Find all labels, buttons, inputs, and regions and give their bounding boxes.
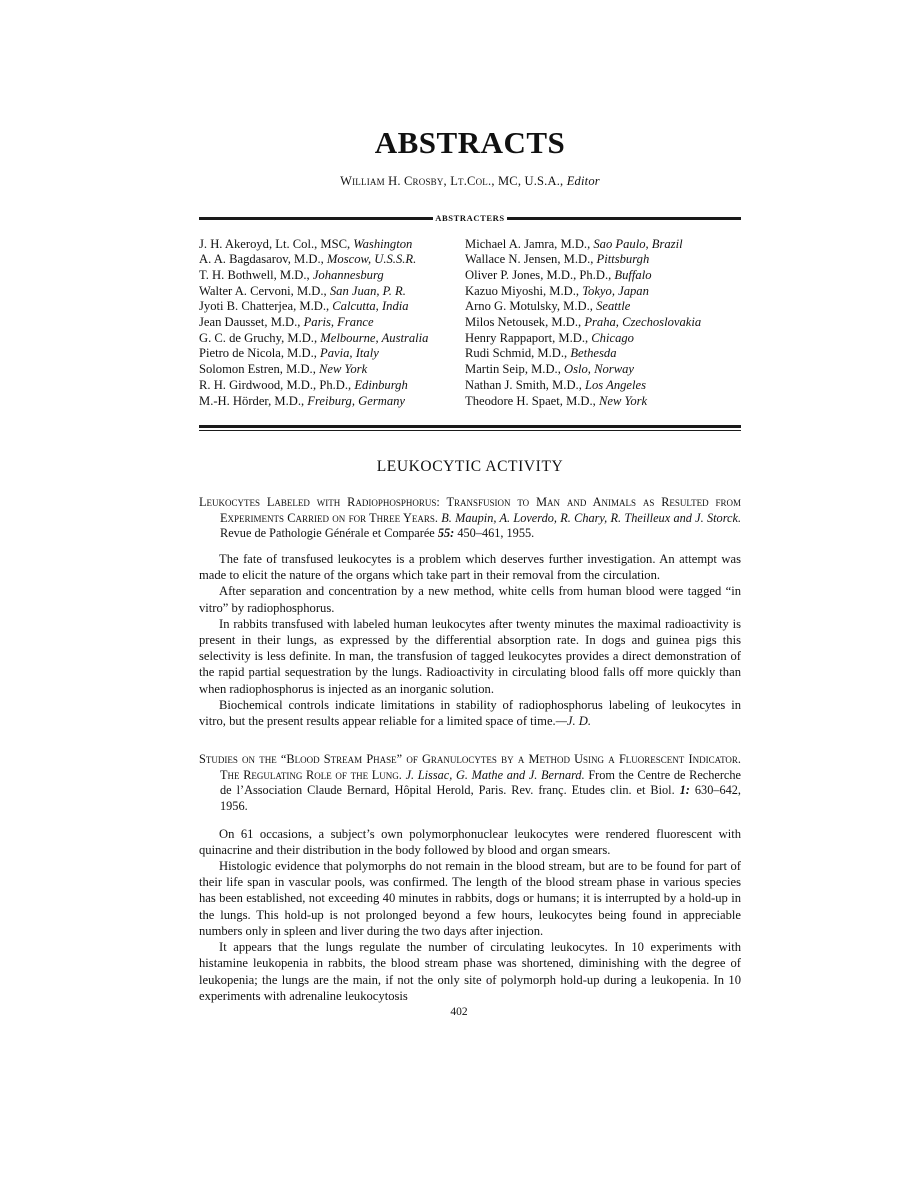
abstractor-name: Wallace N. Jensen, M.D., <box>465 252 594 267</box>
abstractor-name: Michael A. Jamra, M.D., <box>465 236 591 251</box>
section-heading: LEUKOCYTIC ACTIVITY <box>376 458 564 476</box>
abstractor-place: Seattle <box>596 299 631 314</box>
list-item <box>199 362 465 378</box>
abstracters-divider <box>199 212 741 226</box>
list-item <box>465 331 741 347</box>
list-item <box>465 394 741 410</box>
editor-role: Editor <box>566 173 600 188</box>
abstractor-place: Tokyo, Japan <box>582 283 649 298</box>
abstract-pages-year: 450–461, 1955. <box>457 526 535 541</box>
abstractors-column-left <box>199 237 465 410</box>
paragraph: Histologic evidence that polymorphs do not remain in the blood stream, but are to be found for part of their life span in vascular pools, was confirmed. The length of the blood stream phase in various species has been established, not exceeding 40 minutes in rabbits, dogs or humans; it is interrupted by a hold-up in the lungs. This hold-up is not prolonged beyond a few hours, leukocytes being found in appreciable numbers only in spleen and liver during the two days after injection. <box>199 859 741 938</box>
paragraph: On 61 occasions, a subject’s own polymorphonuclear leukocytes were rendered fluorescent with quinacrine and their distribution in the body followed by blood and organ smears. <box>199 826 741 857</box>
abstractor-place: Los Angeles <box>585 377 646 392</box>
abstractor-place: Bethesda <box>570 346 617 361</box>
list-item <box>199 284 465 300</box>
abstractor-place: Paris, France <box>303 315 374 330</box>
abstractor-place: Oslo, Norway <box>564 362 634 377</box>
abstractor-name: Theodore H. Spaet, M.D., <box>465 393 596 408</box>
list-item <box>199 237 465 253</box>
divider-thick-line <box>199 425 741 428</box>
abstractor-name: Solomon Estren, M.D., <box>199 362 316 377</box>
list-item <box>199 346 465 362</box>
abstract-entry <box>199 495 741 729</box>
abstractor-signature: —J. D. <box>555 714 592 729</box>
paragraph: After separation and concentration by a new method, white cells from human blood were tagged “in vitro” by radiophosphorus. <box>199 584 741 615</box>
abstractor-name: Oliver P. Jones, M.D., Ph.D., <box>465 267 612 282</box>
paragraph <box>199 697 741 729</box>
abstractor-name: J. H. Akeroyd, Lt. Col., MSC, <box>199 236 351 251</box>
text-column <box>199 0 741 1004</box>
abstractor-name: T. H. Bothwell, M.D., <box>199 267 310 282</box>
list-item <box>199 394 465 410</box>
abstractor-place: New York <box>598 393 648 408</box>
abstractor-name: M.-H. Hörder, M.D., <box>199 393 305 408</box>
abstractor-place: Sao Paulo, Brazil <box>593 236 683 251</box>
abstractor-name: Jean Dausset, M.D., <box>199 315 301 330</box>
list-item <box>465 362 741 378</box>
abstract-volume: 1: <box>679 783 690 798</box>
abstract-authors: B. Maupin, A. Loverdo, R. Chary, R. Theilleux and J. Storck. <box>441 510 742 525</box>
page-title: ABSTRACTS <box>374 125 566 160</box>
abstract-source: Revue de Pathologie Générale et Comparée <box>220 526 435 541</box>
abstractors-column-right <box>465 237 741 410</box>
list-item <box>465 252 741 268</box>
abstract-title <box>199 752 741 814</box>
abstract-source: From the Centre de Recherche de l’Association Claude Bernard, Hôpital Herold, Paris. Rev. franç. Etudes clin. et Biol. <box>220 767 742 798</box>
page-number: 402 <box>450 1006 468 1018</box>
section-divider <box>199 425 741 432</box>
list-item <box>465 237 741 253</box>
list-item <box>199 378 465 394</box>
abstractor-name: G. C. de Gruchy, M.D., <box>199 330 318 345</box>
paragraph: The fate of transfused leukocytes is a problem which deserves further investigation. An attempt was made to elicit the nature of the organs which take part in their removal from the circulation. <box>199 552 741 583</box>
abstractor-name: A. A. Bagdasarov, M.D., <box>199 252 324 267</box>
list-item <box>465 284 741 300</box>
abstractor-place: Freiburg, Germany <box>307 393 405 408</box>
abstractor-name: Arno G. Motulsky, M.D., <box>465 299 593 314</box>
abstract-title <box>199 495 741 542</box>
abstract-pages-year: 630–642, 1956. <box>220 783 742 814</box>
divider-thin-line <box>199 430 741 431</box>
abstractor-place: San Juan, P. R. <box>329 283 406 298</box>
abstract-authors: J. Lissac, G. Mathe and J. Bernard. <box>405 767 585 782</box>
list-item <box>199 252 465 268</box>
abstractor-place: Praha, Czechoslovakia <box>584 315 702 330</box>
list-item <box>465 268 741 284</box>
abstractor-name: Jyoti B. Chatterjea, M.D., <box>199 299 330 314</box>
list-item <box>199 299 465 315</box>
abstractor-place: Melbourne, Australia <box>320 330 429 345</box>
abstract-title-caps: Studies on the “Blood Stream Phase” of Granulocytes by a Method Using a Fluorescent Indicator. The Regulating Role of the Lung. <box>199 752 741 782</box>
editor-name: William H. Crosby, <box>340 173 447 188</box>
editor-line <box>199 174 741 189</box>
abstractor-name: Pietro de Nicola, M.D., <box>199 346 317 361</box>
paragraph: It appears that the lungs regulate the number of circulating leukocytes. In 10 experiments with histamine leukopenia in rabbits, the blood stream phase was shortened, diminishing with the degree of leukopenia; the lungs are the main, if not the only site of polymorph hold-up during a leukopenia. In 10 experiments with adrenaline leukocytosis <box>199 940 741 1003</box>
editor-rank: Lt.Col., MC, U.S.A., <box>450 173 564 188</box>
list-item <box>465 346 741 362</box>
abstractor-name: R. H. Girdwood, M.D., Ph.D., <box>199 377 352 392</box>
paragraph: In rabbits transfused with labeled human leukocytes after twenty minutes the maximal radioactivity is present in their lungs, as expressed by the differential absorption rate. In dogs and guinea pigs this selectivity is less definite. In man, the transfusion of tagged leukocytes provides a direct demonstration of the rapid partial sequestration by the lungs. Radioactivity in circulating blood falls off more quickly than when radiophosphorus is injected as an inorganic solution. <box>199 616 741 696</box>
abstractor-name: Rudi Schmid, M.D., <box>465 346 568 361</box>
abstractor-place: Edinburgh <box>354 377 408 392</box>
list-item <box>199 315 465 331</box>
abstractor-place: Johannesburg <box>312 267 384 282</box>
abstractor-name: Nathan J. Smith, M.D., <box>465 377 582 392</box>
list-item <box>465 315 741 331</box>
abstracters-label: ABSTRACTERS <box>435 213 505 224</box>
abstractor-name: Henry Rappaport, M.D., <box>465 330 589 345</box>
abstractor-name: Milos Netousek, M.D., <box>465 315 582 330</box>
abstractor-name: Walter A. Cervoni, M.D., <box>199 283 327 298</box>
abstractor-name: Kazuo Miyoshi, M.D., <box>465 283 580 298</box>
list-item <box>199 268 465 284</box>
list-item <box>465 299 741 315</box>
abstract-title-caps: Leukocytes Labeled with Radiophosphorus: Transfusion to Man and Animals as Resulted from Experiments Carried on for Three Years. <box>199 495 741 525</box>
abstractor-place: Chicago <box>591 330 634 345</box>
abstract-body <box>199 826 741 1004</box>
abstractor-place: Washington <box>353 236 413 251</box>
abstractor-place: Calcutta, India <box>332 299 409 314</box>
abstract-body <box>199 551 741 729</box>
list-item <box>199 331 465 347</box>
abstractor-place: Moscow, U.S.S.R. <box>326 252 417 267</box>
abstractor-place: Pittsburgh <box>596 252 650 267</box>
abstractors-list <box>199 237 741 410</box>
abstract-volume: 55: <box>437 526 455 541</box>
paragraph-text: Biochemical controls indicate limitations in stability of radiophosphorus labeling of leukocytes in vitro, but the present results appear reliable for a limited space of time. <box>199 697 741 729</box>
list-item <box>465 378 741 394</box>
abstractor-place: Pavia, Italy <box>320 346 379 361</box>
abstract-entry <box>199 752 741 1004</box>
abstractor-place: Buffalo <box>614 267 652 282</box>
abstractor-name: Martin Seip, M.D., <box>465 362 561 377</box>
abstractor-place: New York <box>319 362 368 377</box>
